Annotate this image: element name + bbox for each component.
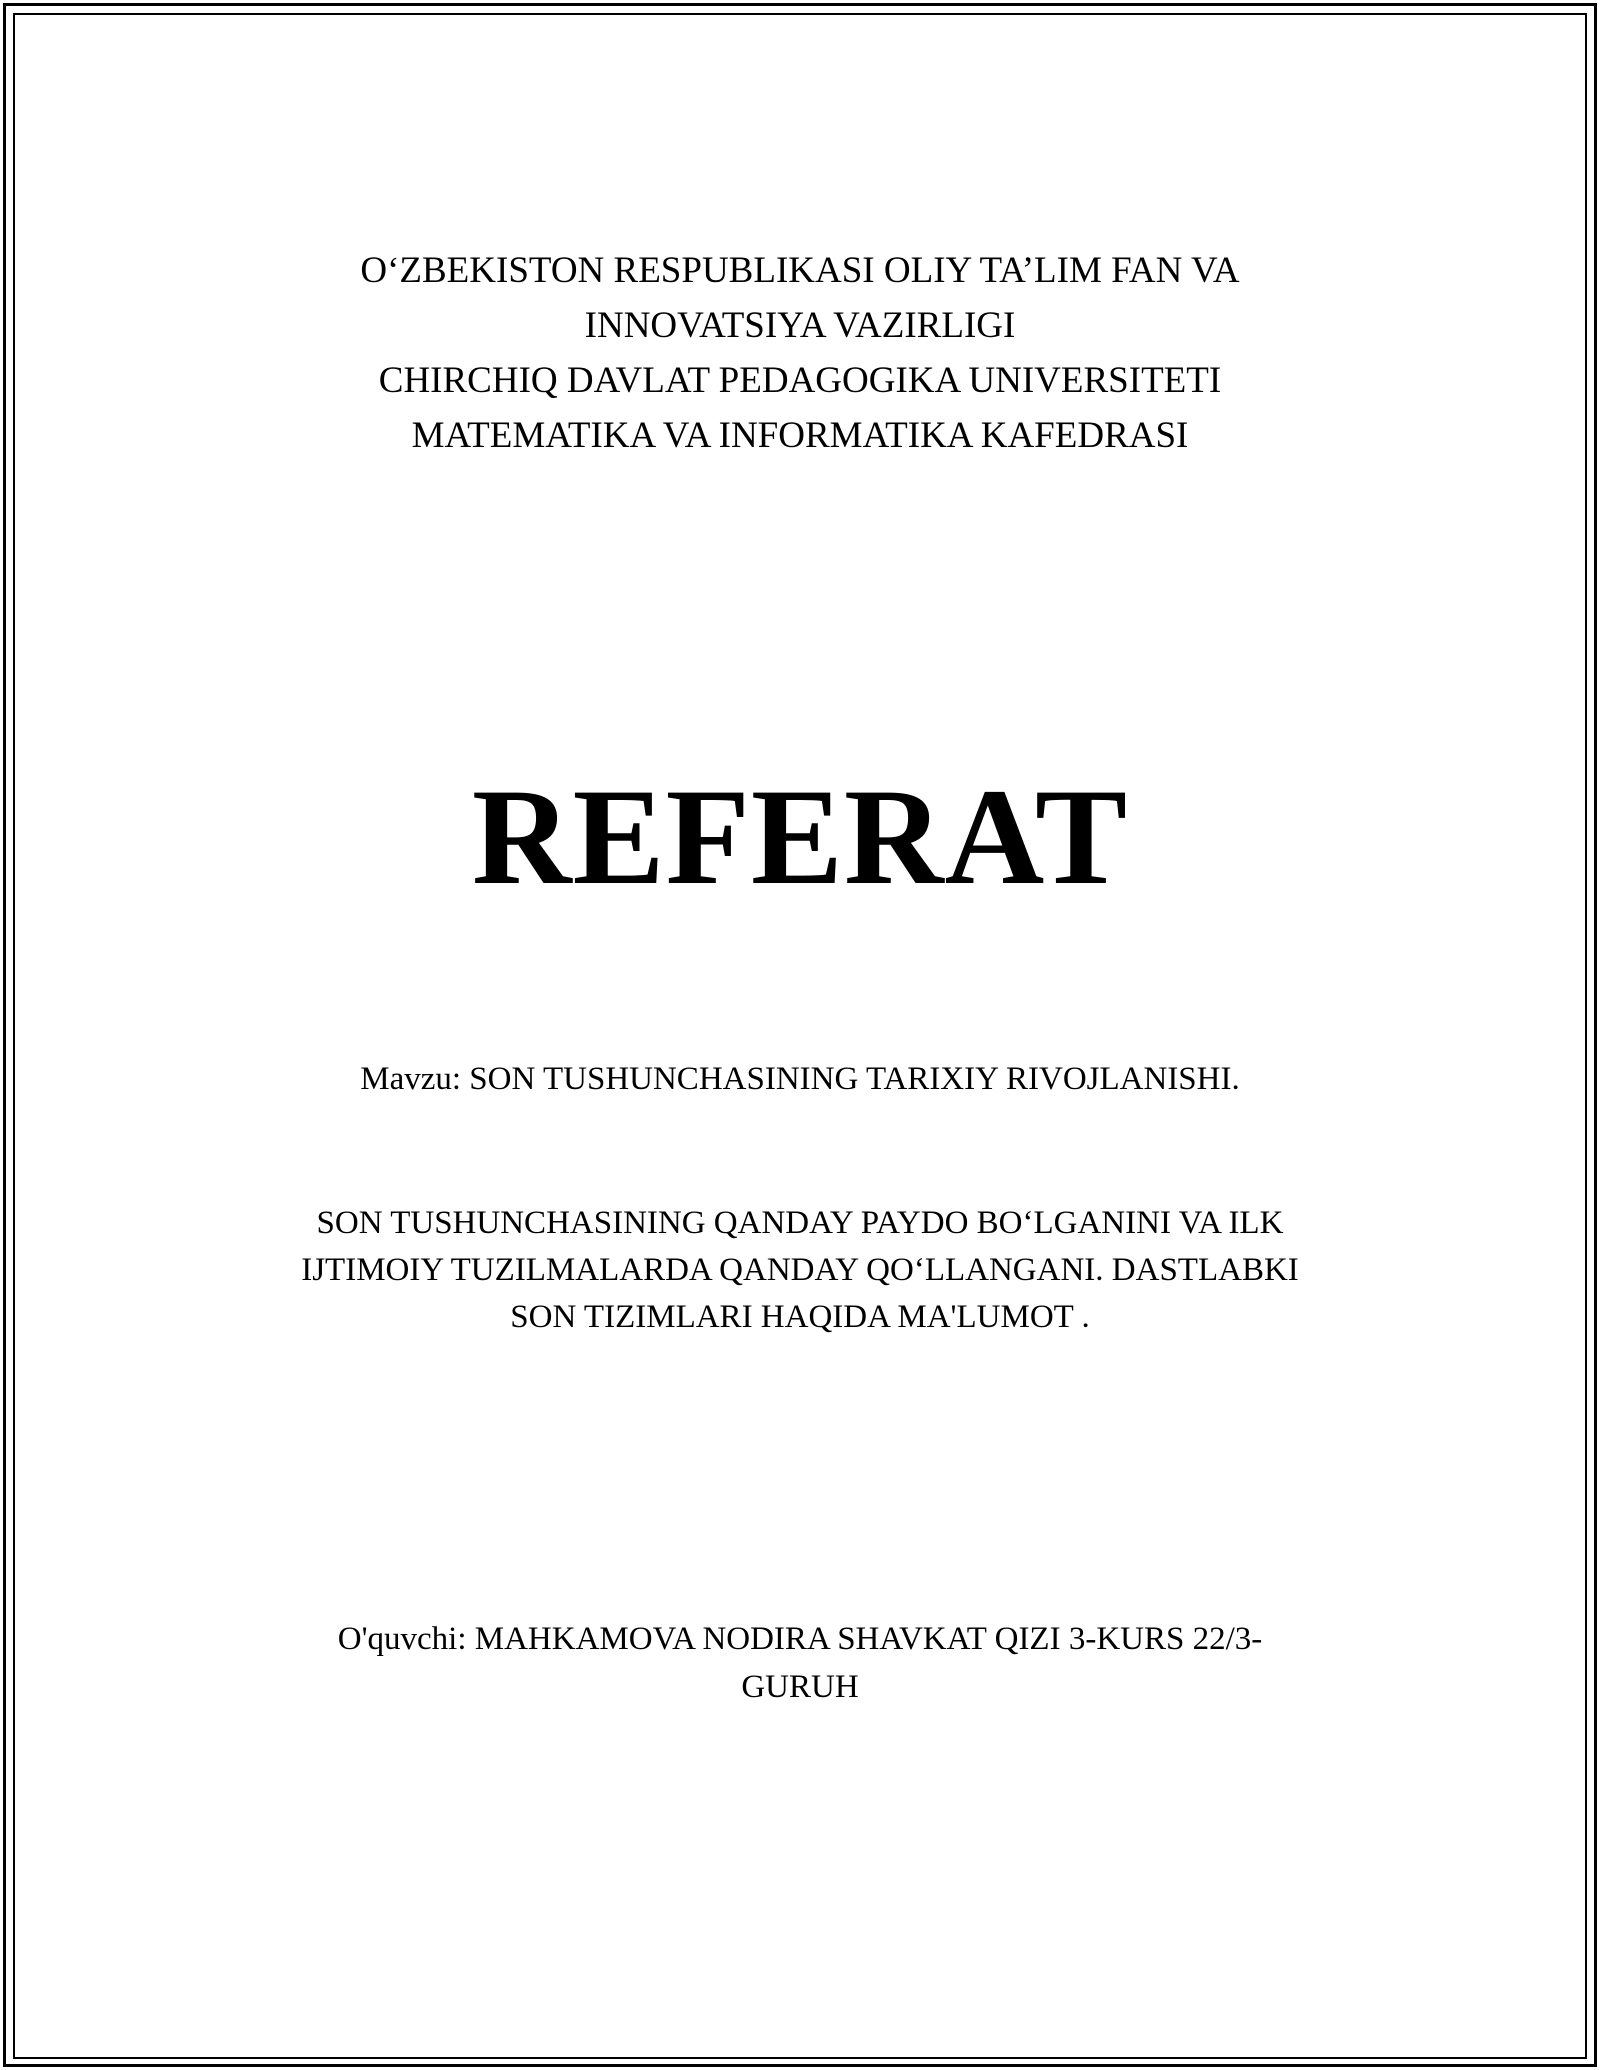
description-line-3: SON TIZIMLARI HAQIDA MA'LUMOT .	[510, 1299, 1090, 1335]
topic-line: Mavzu: SON TUSHUNCHASINING TARIXIY RIVOJLANISHI.	[360, 1061, 1240, 1097]
header-line-ministry: O‘ZBEKISTON RESPUBLIKASI OLIY TA’LIM FAN VA	[360, 250, 1240, 291]
header-line-department: MATEMATIKA VA INFORMATIKA KAFEDRASI	[411, 415, 1189, 456]
student-line-2: GURUH	[741, 1669, 859, 1705]
header-line-ministry-cont: INNOVATSIYA VAZIRLIGI	[584, 305, 1016, 346]
student-line-1: O'quvchi: MAHKAMOVA NODIRA SHAVKAT QIZI 3-KURS 22/3-	[337, 1621, 1263, 1657]
document-title: REFERAT	[471, 760, 1129, 913]
description-line-2: IJTIMOIY TUZILMALARDA QANDAY QO‘LLANGANI. DASTLABKI	[301, 1252, 1299, 1288]
topic-description	[0, 1200, 1600, 1341]
description-line-1: SON TUSHUNCHASINING QANDAY PAYDO BO‘LGANINI VA ILK	[316, 1205, 1284, 1241]
header-line-university: CHIRCHIQ DAVLAT PEDAGOGIKA UNIVERSITETI	[378, 360, 1222, 401]
student-info	[0, 1615, 1600, 1711]
institution-header	[0, 243, 1600, 463]
